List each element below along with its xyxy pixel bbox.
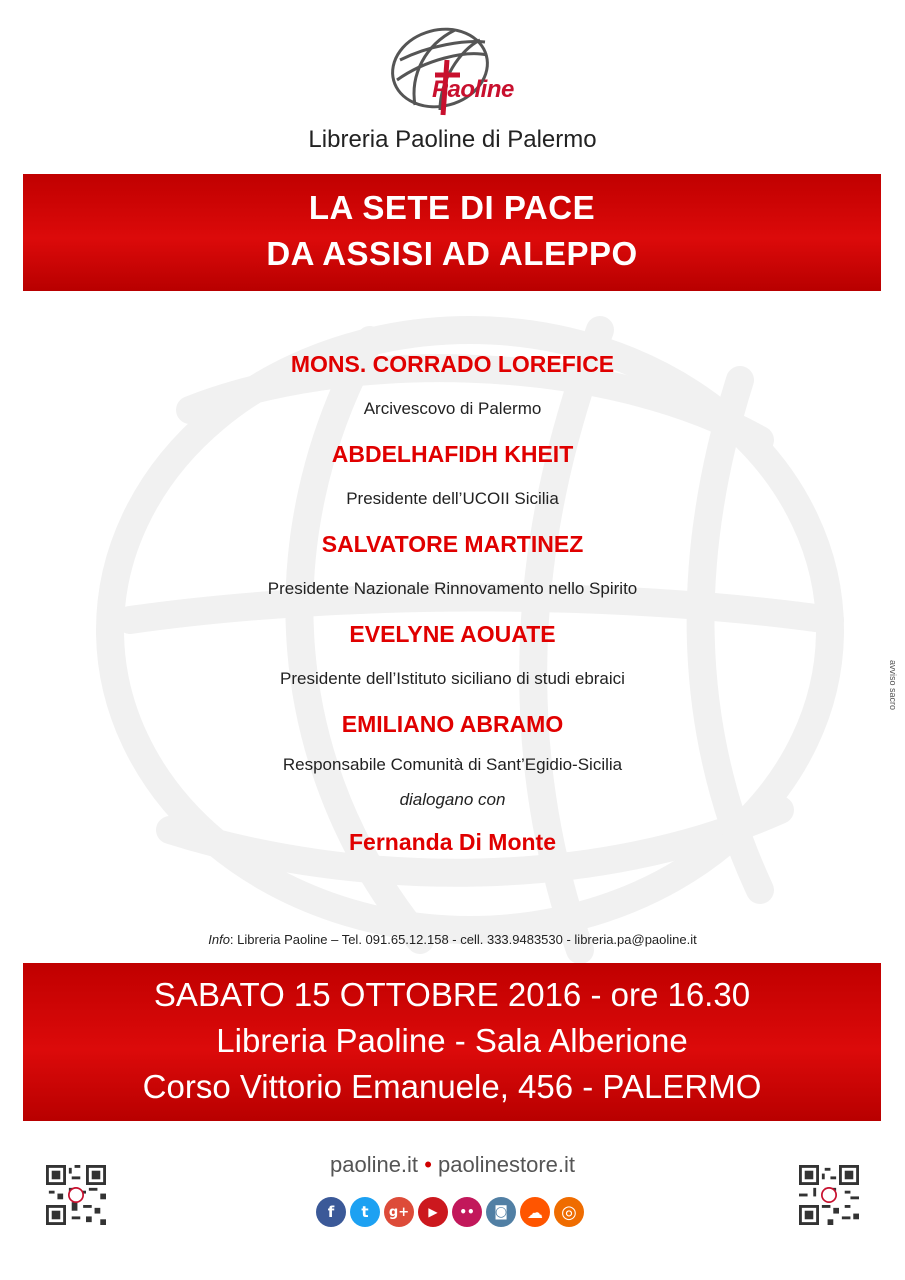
twitter-icon[interactable]: t <box>350 1197 380 1227</box>
separator-dot: • <box>424 1152 432 1177</box>
website-link-paoline[interactable]: paoline.it <box>329 1152 419 1177</box>
info-text: : Libreria Paoline – Tel. 091.65.12.158 - cell. 333.9483530 - libreria.pa@paoline.it <box>229 932 697 947</box>
speaker-role: Responsabile Comunità di Sant’Egidio-Sicilia <box>282 755 623 774</box>
speaker-role: Presidente dell’Istituto siciliano di studi ebraici <box>280 669 625 688</box>
title-line-2: DA ASSISI AD ALEPPO <box>266 235 638 272</box>
speaker-name: EVELYNE AOUATE <box>349 621 556 647</box>
speaker-name: SALVATORE MARTINEZ <box>321 531 584 557</box>
flickr-icon[interactable]: •• <box>452 1197 482 1227</box>
speaker-role: Presidente Nazionale Rinnovamento nello Spirito <box>267 579 638 598</box>
moderator-name: Fernanda Di Monte <box>348 829 556 855</box>
qr-code-left-icon <box>46 1165 106 1225</box>
website-links <box>0 1152 905 1178</box>
paoline-logo-text: Paoline <box>432 76 514 103</box>
event-address: Corso Vittorio Emanuele, 456 - PALERMO <box>142 1068 762 1105</box>
speaker-role: Arcivescovo di Palermo <box>363 399 542 418</box>
store-name: Libreria Paoline di Palermo <box>308 126 597 153</box>
soundcloud-icon[interactable]: ☁ <box>520 1197 550 1227</box>
event-date: SABATO 15 OTTOBRE 2016 - ore 16.30 <box>153 976 751 1013</box>
facebook-icon[interactable]: f <box>316 1197 346 1227</box>
youtube-icon[interactable]: ▶ <box>418 1197 448 1227</box>
event-banner <box>23 963 881 1121</box>
event-venue: Libreria Paoline - Sala Alberione <box>216 1022 688 1059</box>
speakers-list <box>0 346 905 860</box>
paoline-logo <box>385 20 525 120</box>
info-line <box>0 932 905 947</box>
info-label: Info <box>208 932 230 947</box>
target-icon[interactable]: ◎ <box>554 1197 584 1227</box>
title-line-1: LA SETE DI PACE <box>308 189 596 226</box>
title-banner <box>23 174 881 291</box>
dialog-text: dialogano con <box>399 790 506 809</box>
side-note: avviso sacro <box>888 659 899 711</box>
website-link-paolinestore[interactable]: paolinestore.it <box>438 1152 575 1177</box>
speaker-name: MONS. CORRADO LOREFICE <box>290 351 615 377</box>
speaker-role: Presidente dell’UCOII Sicilia <box>346 489 559 508</box>
instagram-icon[interactable]: ◙ <box>486 1197 516 1227</box>
speaker-name: ABDELHAFIDH KHEIT <box>331 441 574 467</box>
google-plus-icon[interactable]: g+ <box>384 1197 414 1227</box>
qr-code-right-icon <box>799 1165 859 1225</box>
social-icons <box>316 1197 584 1227</box>
speaker-name: EMILIANO ABRAMO <box>341 711 564 737</box>
